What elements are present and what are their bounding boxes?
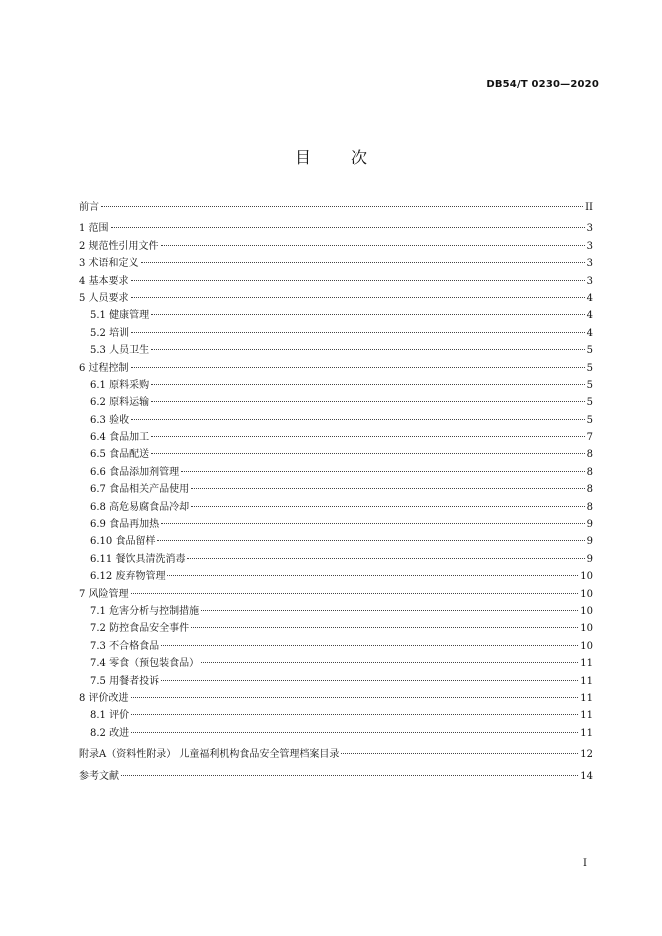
toc-page-number: 5 [586, 362, 593, 374]
toc-leader-dots [191, 488, 585, 489]
toc-page-number: 11 [580, 675, 593, 687]
toc-leader-dots [131, 297, 585, 298]
toc-label: 1 范围 [79, 223, 109, 235]
toc-leader-dots [151, 401, 585, 402]
toc-leader-dots [201, 610, 578, 611]
toc-label: 8.2 改进 [90, 727, 130, 739]
page-title [0, 145, 662, 168]
toc-entry-6-12[interactable] [79, 568, 593, 585]
toc-page-number: 3 [586, 223, 593, 235]
toc-label: 6.3 验收 [90, 414, 130, 426]
toc-page-number: 8 [586, 484, 593, 496]
toc-label: 6.10 食品留样 [90, 536, 156, 548]
toc-leader-dots [131, 714, 578, 715]
toc-entry-6-5[interactable] [79, 446, 593, 463]
toc-page-number: 9 [586, 553, 593, 565]
table-of-contents [79, 199, 593, 785]
toc-entry-4[interactable] [79, 273, 593, 290]
toc-entry-5-2[interactable] [79, 325, 593, 342]
toc-page-number: 4 [586, 310, 593, 322]
toc-leader-dots [161, 680, 578, 681]
toc-entry-foreword[interactable] [79, 199, 593, 216]
toc-label: 6 过程控制 [79, 362, 129, 374]
toc-page-number: 3 [586, 258, 593, 270]
toc-label: 5.1 健康管理 [90, 310, 150, 322]
toc-leader-dots [101, 206, 583, 207]
toc-leader-dots [191, 627, 578, 628]
toc-page-number: 8 [586, 501, 593, 513]
toc-entry-6-2[interactable] [79, 394, 593, 411]
toc-entry-5-3[interactable] [79, 342, 593, 359]
toc-entry-2[interactable] [79, 238, 593, 255]
toc-entry-7[interactable] [79, 586, 593, 603]
toc-label: 6.5 食品配送 [90, 449, 150, 461]
toc-entry-references[interactable] [79, 768, 593, 785]
toc-label: 7.1 危害分析与控制措施 [90, 605, 200, 617]
toc-leader-dots [151, 453, 585, 454]
toc-label: 前言 [79, 202, 99, 213]
toc-label: 8.1 评价 [90, 710, 130, 722]
toc-label: 7.5 用餐者投诉 [90, 675, 160, 687]
toc-label: 3 术语和定义 [79, 258, 139, 270]
toc-label: 6.11 餐饮具清洗消毒 [90, 553, 186, 565]
toc-label: 6.1 原料采购 [90, 379, 150, 391]
toc-page-number: 11 [580, 710, 593, 722]
toc-leader-dots [131, 280, 585, 281]
toc-label: 5 人员要求 [79, 292, 129, 304]
toc-page-number: II [585, 202, 593, 213]
toc-page-number: 5 [586, 414, 593, 426]
toc-leader-dots [191, 506, 585, 507]
toc-leader-dots [181, 471, 585, 472]
toc-leader-dots [111, 227, 585, 228]
toc-page-number: 5 [586, 379, 593, 391]
toc-leader-dots [167, 575, 578, 576]
toc-leader-dots [131, 593, 579, 594]
toc-page-number: 10 [580, 605, 593, 617]
toc-label: 附录A（资料性附录） 儿童福利机构食品安全管理档案目录 [79, 749, 340, 761]
toc-entry-6-8[interactable] [79, 499, 593, 516]
toc-page-number: 11 [580, 727, 593, 739]
toc-label: 2 规范性引用文件 [79, 240, 159, 252]
toc-entry-3[interactable] [79, 255, 593, 272]
toc-leader-dots [131, 732, 578, 733]
toc-entry-6-9[interactable] [79, 516, 593, 533]
toc-leader-dots [161, 245, 585, 246]
toc-leader-dots [151, 436, 585, 437]
toc-label: 6.9 食品再加热 [90, 519, 160, 531]
toc-leader-dots [121, 775, 578, 776]
toc-label: 参考文献 [79, 770, 119, 782]
toc-page-number: 3 [586, 240, 593, 252]
toc-label: 5.3 人员卫生 [90, 345, 150, 357]
toc-page-number: 9 [586, 519, 593, 531]
toc-entry-6-4[interactable] [79, 429, 593, 446]
toc-entry-8-1[interactable] [79, 707, 593, 724]
toc-label: 6.4 食品加工 [90, 432, 150, 444]
toc-entry-7-2[interactable] [79, 620, 593, 637]
toc-leader-dots [151, 384, 585, 385]
toc-entry-6[interactable] [79, 360, 593, 377]
toc-entry-8-2[interactable] [79, 725, 593, 742]
title-part-2: 次 [351, 148, 368, 167]
toc-leader-dots [161, 645, 578, 646]
toc-page-number: 10 [580, 588, 593, 600]
toc-leader-dots [187, 558, 584, 559]
toc-label: 4 基本要求 [79, 275, 129, 287]
toc-leader-dots [201, 662, 578, 663]
toc-page-number: 5 [586, 345, 593, 357]
toc-label: 6.12 废弃物管理 [90, 571, 166, 583]
toc-entry-6-10[interactable] [79, 533, 593, 550]
toc-label: 6.6 食品添加剂管理 [90, 466, 180, 478]
toc-entry-5-1[interactable] [79, 307, 593, 324]
toc-entry-appendix-a[interactable] [79, 746, 593, 763]
toc-page-number: 10 [580, 623, 593, 635]
toc-label: 6.7 食品相关产品使用 [90, 484, 190, 496]
toc-leader-dots [157, 540, 584, 541]
toc-page-number: 3 [586, 275, 593, 287]
toc-label: 7 风险管理 [79, 588, 129, 600]
toc-page-number: 4 [586, 292, 593, 304]
toc-entry-7-4[interactable] [79, 655, 593, 672]
toc-leader-dots [131, 419, 585, 420]
toc-page-number: 7 [586, 432, 593, 444]
toc-leader-dots [161, 523, 585, 524]
toc-entry-6-3[interactable] [79, 412, 593, 429]
toc-entry-6-1[interactable] [79, 377, 593, 394]
toc-label: 5.2 培训 [90, 327, 130, 339]
toc-page-number: 11 [580, 658, 593, 670]
toc-entry-1[interactable] [79, 220, 593, 237]
toc-leader-dots [131, 332, 585, 333]
toc-page-number: 8 [586, 466, 593, 478]
toc-label: 7.3 不合格食品 [90, 640, 160, 652]
toc-page-number: 11 [580, 692, 593, 704]
toc-leader-dots [141, 262, 585, 263]
toc-leader-dots [341, 753, 578, 754]
toc-leader-dots [131, 367, 585, 368]
toc-page-number: 10 [580, 640, 593, 652]
toc-label: 7.2 防控食品安全事件 [90, 623, 190, 635]
toc-entry-7-5[interactable] [79, 673, 593, 690]
toc-entry-5[interactable] [79, 290, 593, 307]
toc-label: 6.2 原料运输 [90, 397, 150, 409]
toc-entry-8[interactable] [79, 690, 593, 707]
toc-entry-7-1[interactable] [79, 603, 593, 620]
toc-entry-6-7[interactable] [79, 481, 593, 498]
toc-leader-dots [151, 314, 585, 315]
toc-label: 7.4 零食（预包装食品） [90, 658, 200, 670]
title-part-1: 目 [294, 148, 311, 167]
toc-label: 6.8 高危易腐食品冷却 [90, 501, 190, 513]
toc-entry-6-6[interactable] [79, 464, 593, 481]
toc-page-number: 12 [580, 749, 593, 761]
page-number: I [583, 858, 587, 869]
toc-page-number: 8 [586, 449, 593, 461]
toc-page-number: 14 [580, 770, 593, 782]
toc-label: 8 评价改进 [79, 692, 129, 704]
toc-entry-7-3[interactable] [79, 638, 593, 655]
toc-page-number: 4 [586, 327, 593, 339]
toc-page-number: 9 [586, 536, 593, 548]
document-id: DB54/T 0230—2020 [486, 79, 599, 90]
toc-entry-6-11[interactable] [79, 551, 593, 568]
toc-page-number: 10 [580, 571, 593, 583]
toc-leader-dots [151, 349, 585, 350]
toc-leader-dots [131, 697, 579, 698]
toc-page-number: 5 [586, 397, 593, 409]
